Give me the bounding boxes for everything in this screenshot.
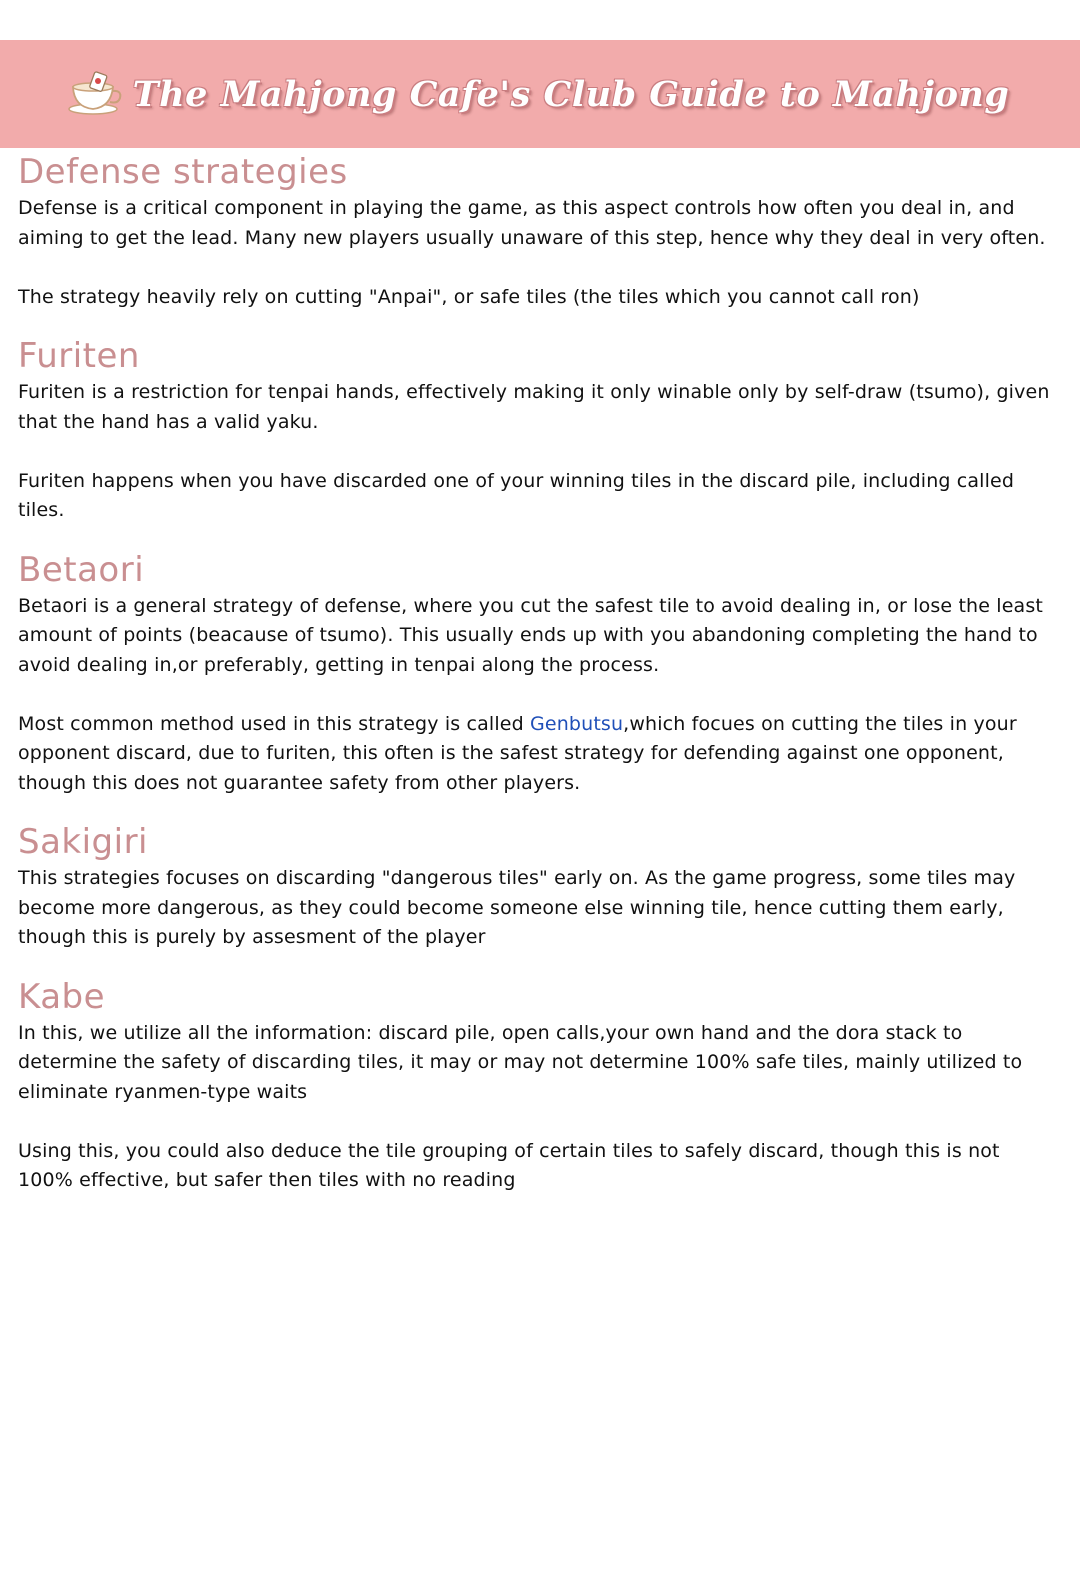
teacup-icon	[65, 71, 125, 117]
paragraph: Using this, you could also deduce the tile grouping of certain tiles to safely discard, though this is not 100% effective, but safer then tiles with no reading	[18, 1139, 1000, 1191]
text-run: Most common method used in this strategy is called	[18, 712, 531, 735]
genbutsu-link[interactable]: Genbutsu	[530, 712, 624, 735]
page-title: The Mahjong Cafe's Club Guide to Mahjong	[132, 73, 1010, 115]
section-heading: Kabe	[18, 976, 106, 1017]
section-heading: Defense strategies	[18, 152, 348, 192]
text-run: ,which focues on cutting the tiles in your opponent discard, due to furiten, this often is the safest strategy for defending against one opponent, though this does not guarantee safety from other players.	[18, 712, 1017, 794]
article-body	[18, 150, 1058, 1218]
paragraph: Defense is a critical component in playing the game, as this aspect controls how often you deal in, and aiming to get the lead. Many new players usually unaware of this step, hence why they deal in very often.	[18, 197, 1046, 249]
section-furiten	[18, 334, 1058, 526]
section-heading: Betaori	[18, 549, 145, 590]
paragraph: The strategy heavily rely on cutting "Anpai", or safe tiles (the tiles which you cannot call ron)	[18, 285, 920, 308]
paragraph: Betaori is a general strategy of defense, where you cut the safest tile to avoid dealing in, or lose the least amount of points (beacause of tsumo). This usually ends up with you abandoning completing the hand to avoid dealing in,or preferably, getting in tenpai along the process.	[18, 594, 1043, 676]
header-inner	[65, 71, 1010, 117]
section-heading: Furiten	[18, 336, 140, 376]
paragraph: In this, we utilize all the information: discard pile, open calls,your own hand and the dora stack to determine the safety of discarding tiles, it may or may not determine 100% safe tiles, mainly utilized to eliminate ryanmen-type waits	[18, 1021, 1023, 1103]
section-kabe	[18, 975, 1058, 1196]
genbutsu-paragraph	[18, 710, 1058, 799]
paragraph: Furiten is a restriction for tenpai hands, effectively making it only winable only by self-draw (tsumo), given that the hand has a valid yaku.	[18, 381, 1050, 433]
section-betaori	[18, 548, 1058, 799]
section-heading: Sakigiri	[18, 822, 149, 862]
section-sakigiri	[18, 820, 1058, 953]
paragraph: Furiten happens when you have discarded one of your winning tiles in the discard pile, including called tiles.	[18, 469, 1015, 521]
header-banner	[0, 40, 1080, 148]
paragraph: This strategies focuses on discarding "dangerous tiles" early on. As the game progress, some tiles may become more dangerous, as they could become someone else winning tile, hence cutting them early, though this is purely by assesment of the player	[18, 867, 1016, 948]
section-defense-strategies	[18, 150, 1058, 312]
